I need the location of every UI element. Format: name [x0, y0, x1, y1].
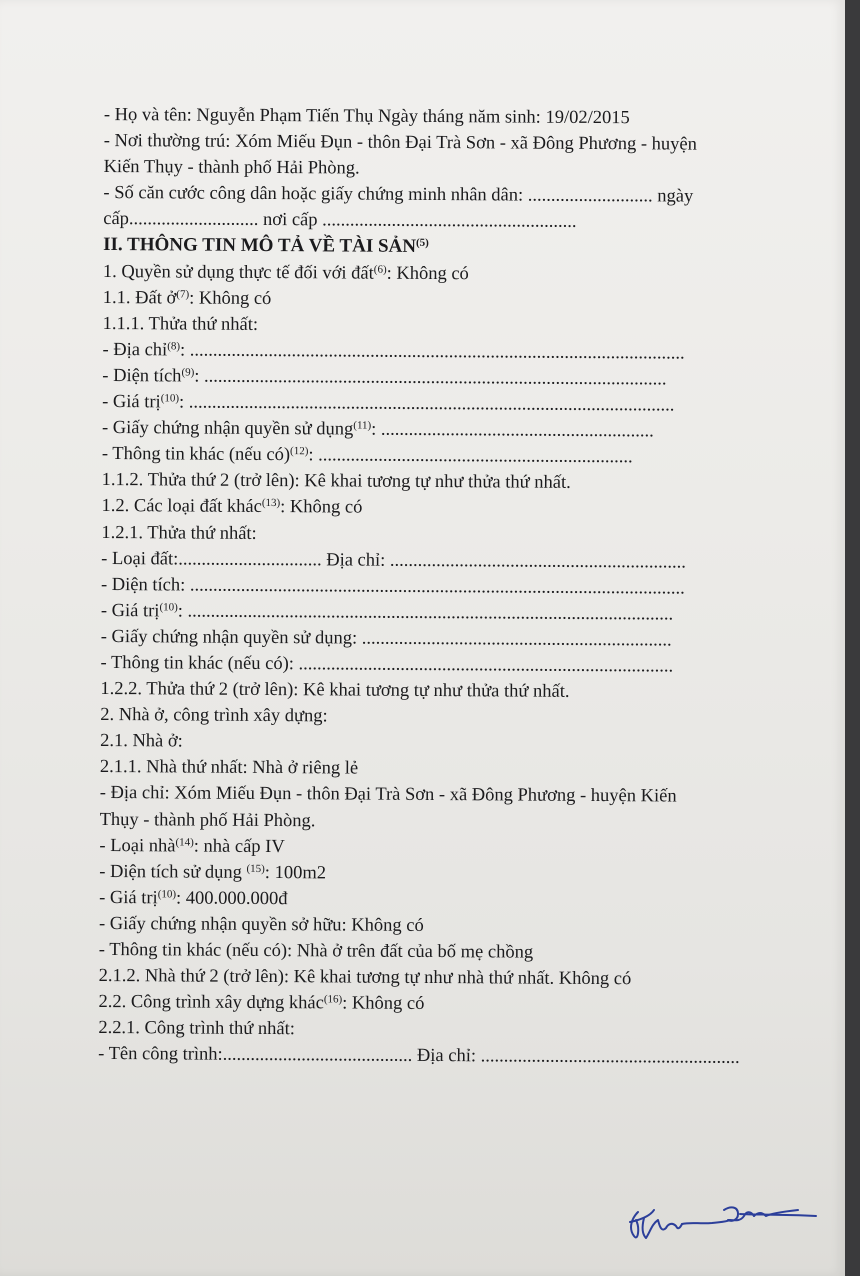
- line-text-after: : Không có: [342, 993, 425, 1015]
- line-text: - Thông tin khác (nếu có): Nhà ở trên đất của bố mẹ chồng: [98, 939, 534, 963]
- line-text: 1. Quyền sử dụng thực tế đối với đất: [102, 261, 374, 284]
- line-text: Thụy - thành phố Hải Phòng.: [99, 809, 316, 831]
- line-text: - Địa chỉ: Xóm Miếu Đụn - thôn Đại Trà Sơn - xã Đông Phương - huyện Kiến: [99, 783, 677, 807]
- line-text: - Loại nhà: [99, 835, 176, 857]
- line-text: 2.2.1. Công trình thứ nhất:: [98, 1018, 295, 1040]
- line-text-after: : nhà cấp IV: [193, 836, 285, 857]
- footnote-marker: (5): [415, 237, 429, 250]
- line-text: - Giá trị: [99, 887, 158, 909]
- footnote-marker: (7): [176, 288, 190, 301]
- footnote-marker: (8): [167, 340, 181, 353]
- footnote-marker: (13): [261, 497, 281, 510]
- footnote-marker: (6): [373, 263, 387, 276]
- line-text-after: : Không có: [280, 497, 363, 518]
- line-text: - Giá trị: [100, 600, 160, 622]
- line-text: 2. Nhà ở, công trình xây dựng:: [100, 705, 328, 727]
- line-text: - Thông tin khác (nếu có): [101, 444, 291, 466]
- footnote-marker: (10): [159, 601, 178, 614]
- line-text: cấp............................ nơi cấp .......................................................: [103, 209, 577, 233]
- line-text: Kiến Thụy - thành phố Hải Phòng.: [103, 157, 360, 179]
- line-text-after: : Không có: [386, 263, 469, 284]
- line-text-after: : .........................................................................................................: [177, 601, 674, 625]
- line-text: 1.1.2. Thửa thứ 2 (trở lên): Kê khai tương tự như thửa thứ nhất.: [101, 470, 571, 494]
- footnote-marker: (9): [181, 366, 195, 379]
- footnote-marker: (14): [175, 836, 194, 849]
- document-body: [98, 102, 820, 1072]
- line-text-after: : ....................................................................................................: [194, 366, 667, 390]
- line-text: 1.2.2. Thửa thứ 2 (trở lên): Kê khai tương tự như thửa thứ nhất.: [100, 679, 570, 702]
- line-text: - Thông tin khác (nếu có): .................................................................................: [100, 652, 674, 677]
- line-text-after: : ...........................................................: [371, 419, 654, 442]
- footnote-marker: (10): [157, 888, 177, 901]
- line-text: 2.1.1. Nhà thứ nhất: Nhà ở riêng lẻ: [99, 757, 359, 779]
- line-text: - Giá trị: [102, 392, 161, 413]
- line-text-after: : 100m2: [264, 862, 327, 884]
- footnote-marker: (15): [246, 862, 265, 875]
- line-text: - Loại đất:............................... Địa chỉ: ................................................................: [101, 548, 687, 573]
- document-line: [98, 1041, 814, 1071]
- footnote-marker: (12): [290, 445, 309, 458]
- line-text-after: : 400.000.000đ: [175, 888, 288, 909]
- line-text-after: : ....................................................................: [308, 445, 633, 468]
- line-text: II. THÔNG TIN MÔ TẢ VỀ TÀI SẢN: [103, 234, 417, 258]
- footnote-marker: (16): [323, 993, 343, 1006]
- footnote-marker: (10): [160, 392, 180, 405]
- line-text: - Nơi thường trú: Xóm Miếu Đụn - thôn Đại Trà Sơn - xã Đông Phương - huyện: [103, 131, 697, 155]
- line-text: - Diện tích: ...........................................................................................................: [100, 574, 685, 599]
- line-text: 2.2. Công trình xây dựng khác: [98, 992, 324, 1014]
- footnote-marker: (11): [353, 419, 372, 432]
- line-text: - Họ và tên: Nguyễn Phạm Tiến Thụ Ngày tháng năm sinh: 19/02/2015: [103, 104, 630, 129]
- line-text-after: : Không có: [189, 288, 272, 309]
- line-text: - Diện tích: [102, 365, 182, 387]
- line-text: - Tên công trình:......................................... Địa chỉ: ........................................................: [98, 1044, 740, 1069]
- line-text: - Giấy chứng nhận quyền sở hữu: Không có: [98, 913, 424, 936]
- line-text: 1.2. Các loại đất khác: [101, 496, 262, 518]
- line-text: - Địa chỉ: [102, 339, 168, 361]
- line-text: 1.2.1. Thửa thứ nhất:: [101, 522, 257, 544]
- line-text: - Số căn cước công dân hoặc giấy chứng minh nhân dân: ........................... ngày: [103, 183, 694, 207]
- line-text: - Giấy chứng nhận quyền sử dụng: ...................................................................: [100, 626, 672, 651]
- line-text: - Giấy chứng nhận quyền sử dụng: [101, 418, 354, 440]
- line-text: 1.1. Đất ở: [102, 287, 177, 309]
- line-text-after: : .........................................................................................................: [178, 392, 675, 416]
- handwritten-signature: [620, 1198, 820, 1258]
- line-text: 1.1.1. Thửa thứ nhất:: [102, 313, 259, 335]
- line-text: - Diện tích sử dụng: [99, 861, 247, 883]
- line-text: 2.1.2. Nhà thứ 2 (trở lên): Kê khai tương tự như nhà thứ nhất. Không có: [98, 966, 632, 990]
- line-text: 2.1. Nhà ở:: [100, 731, 183, 752]
- line-text-after: : ...........................................................................................................: [179, 340, 685, 364]
